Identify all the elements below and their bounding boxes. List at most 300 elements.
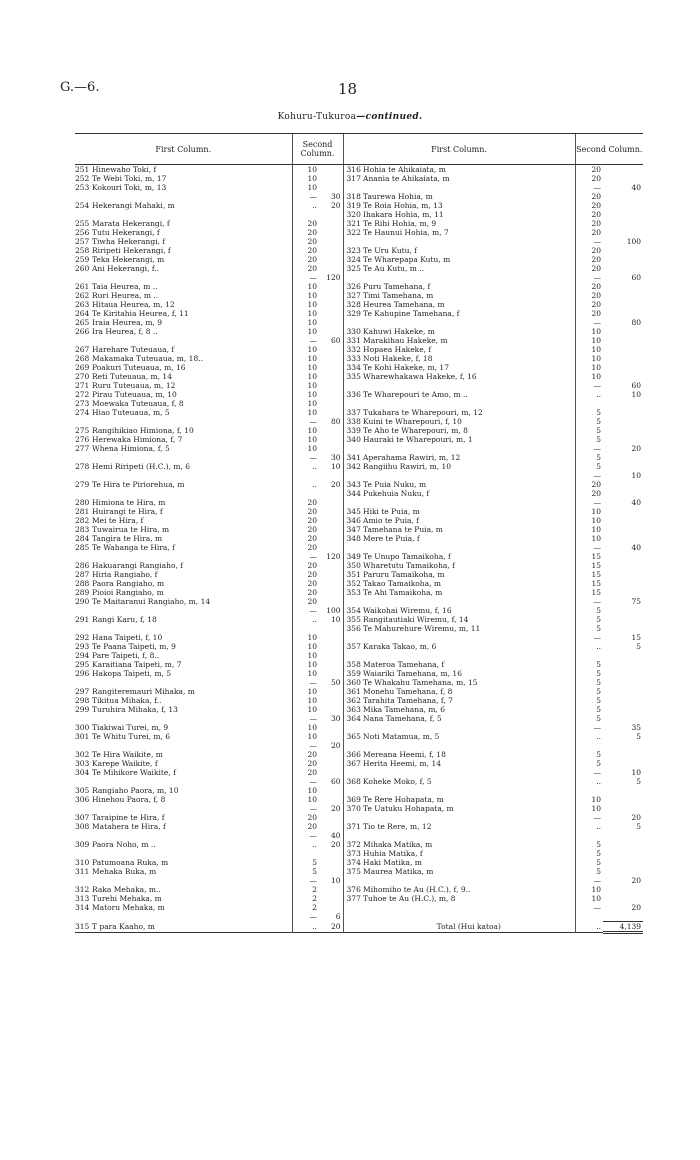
cell-number: 360 bbox=[343, 678, 363, 687]
cell-number bbox=[343, 831, 363, 840]
cell-name: Rangihikiao Himiona, f, 10 bbox=[92, 426, 194, 435]
cell-subtotal: 4,139 bbox=[603, 922, 643, 933]
cell-number: 292 bbox=[75, 633, 90, 642]
cell-subtotal bbox=[603, 669, 643, 678]
cell-name bbox=[363, 912, 575, 922]
cell-number: 324 bbox=[343, 255, 363, 264]
cell-name: Mihomiho te Au (H.C.), f, 9.. bbox=[363, 885, 471, 894]
cell-number: 259 bbox=[75, 255, 90, 264]
table-row bbox=[75, 705, 643, 714]
cell-number: 314 bbox=[75, 903, 90, 912]
cell-value: 5 bbox=[575, 669, 603, 678]
cell-number bbox=[343, 273, 363, 282]
table-row bbox=[75, 624, 643, 633]
cell-number: 373 bbox=[343, 849, 363, 858]
cell-name: Rangiteremauri Mihaka, m bbox=[92, 687, 195, 696]
cell-name: Takao Tamaikoha, m bbox=[363, 579, 441, 588]
cell-name bbox=[92, 741, 292, 750]
cell-number: 273 bbox=[75, 399, 90, 408]
cell-number bbox=[75, 489, 92, 498]
cell-subtotal bbox=[603, 750, 643, 759]
table-row bbox=[75, 543, 643, 552]
cell-number: 286 bbox=[75, 561, 90, 570]
cell-value: 20 bbox=[575, 165, 603, 175]
cell-value: 10 bbox=[575, 894, 603, 903]
cell-subtotal bbox=[603, 282, 643, 291]
cell-number bbox=[75, 336, 92, 345]
cell-subtotal bbox=[603, 561, 643, 570]
cell-subtotal: 120 bbox=[326, 552, 341, 561]
cell-value: 15 bbox=[575, 570, 603, 579]
cell-name: Kokouri Toki, m, 13 bbox=[92, 183, 167, 192]
table-row bbox=[75, 678, 643, 687]
cell-subtotal bbox=[319, 516, 343, 525]
header-row bbox=[75, 134, 643, 165]
cell-number bbox=[343, 922, 363, 933]
cell-number: 276 bbox=[75, 435, 90, 444]
cell-value: 10 bbox=[292, 372, 319, 381]
table-row bbox=[75, 552, 643, 561]
cell-subtotal bbox=[319, 867, 343, 876]
cell-number bbox=[75, 714, 92, 723]
cell-subtotal bbox=[603, 228, 643, 237]
cell-value: 10 bbox=[292, 183, 319, 192]
cell-subtotal bbox=[603, 219, 643, 228]
cell-name: Harehare Tuteuaua, f bbox=[92, 345, 175, 354]
cell-name bbox=[363, 813, 575, 822]
cell-subtotal bbox=[603, 525, 643, 534]
cell-value: 10 bbox=[292, 327, 319, 336]
cell-name bbox=[363, 768, 575, 777]
cell-value: 5 bbox=[575, 750, 603, 759]
cell-value: — bbox=[575, 597, 603, 606]
cell-value: 20 bbox=[292, 597, 319, 606]
cell-number: 337 bbox=[343, 408, 363, 417]
cell-subtotal bbox=[603, 579, 643, 588]
cell-number bbox=[343, 651, 363, 660]
table-row bbox=[75, 174, 643, 183]
cell-name: Te Whakahu Tamehana, m, 15 bbox=[363, 678, 478, 687]
cell-subtotal bbox=[603, 309, 643, 318]
cell-name: Te Uatuku Hohapata, m bbox=[363, 804, 454, 813]
cell-subtotal: 5 bbox=[636, 642, 642, 651]
header-second-column-right: Second Column. bbox=[575, 134, 643, 165]
cell-name bbox=[363, 381, 575, 390]
cell-name: Te Kahupine Tamehana, f bbox=[363, 309, 460, 318]
cell-name: Tamehana te Puia, m bbox=[363, 525, 443, 534]
cell-subtotal bbox=[319, 543, 343, 552]
cell-value: — bbox=[292, 192, 319, 201]
cell-number: 322 bbox=[343, 228, 363, 237]
cell-name: Tuhoe te Au (H.C.), m, 8 bbox=[363, 894, 456, 903]
cell-name: Riripeti Hekerangi, f bbox=[92, 246, 171, 255]
cell-number: 302 bbox=[75, 750, 90, 759]
table-row bbox=[75, 831, 643, 840]
cell-number: 319 bbox=[343, 201, 363, 210]
cell-name bbox=[92, 552, 292, 561]
cell-number: 329 bbox=[343, 309, 363, 318]
cell-number bbox=[343, 183, 363, 192]
cell-name: Ruri Heurea, m .. bbox=[92, 291, 159, 300]
table-row bbox=[75, 426, 643, 435]
cell-value: 10 bbox=[575, 354, 603, 363]
table-row bbox=[75, 345, 643, 354]
cell-subtotal: 10 bbox=[631, 390, 642, 399]
cell-subtotal bbox=[603, 210, 643, 219]
cell-subtotal bbox=[603, 831, 643, 840]
cell-name bbox=[363, 543, 575, 552]
document-reference: G.—6. bbox=[60, 80, 100, 95]
cell-number bbox=[75, 273, 92, 282]
cell-number: 361 bbox=[343, 687, 363, 696]
table-row bbox=[75, 498, 643, 507]
cell-subtotal bbox=[603, 426, 643, 435]
cell-name bbox=[92, 489, 292, 498]
cell-subtotal: 30 bbox=[330, 453, 341, 462]
cell-subtotal: 60 bbox=[631, 381, 642, 390]
page-number: 18 bbox=[338, 80, 358, 98]
cell-subtotal bbox=[603, 786, 643, 795]
cell-value: 10 bbox=[292, 723, 319, 732]
cell-name: Te Wahanga te Hira, f bbox=[92, 543, 175, 552]
cell-subtotal bbox=[319, 246, 343, 255]
cell-name: Te Hira Waikite, m bbox=[92, 750, 163, 759]
cell-subtotal bbox=[603, 804, 643, 813]
cell-value: — bbox=[575, 633, 603, 642]
cell-number bbox=[343, 381, 363, 390]
cell-subtotal bbox=[319, 570, 343, 579]
cell-value: 10 bbox=[292, 300, 319, 309]
cell-value: 10 bbox=[292, 687, 319, 696]
cell-value: 5 bbox=[575, 678, 603, 687]
cell-value: 10 bbox=[575, 336, 603, 345]
cell-name: Turehi Mehaka, m bbox=[92, 894, 162, 903]
cell-value: 5 bbox=[575, 435, 603, 444]
cell-value: — bbox=[575, 273, 603, 282]
subtitle-continued: —continued. bbox=[356, 112, 423, 122]
cell-value: — bbox=[575, 498, 603, 507]
cell-number: 256 bbox=[75, 228, 90, 237]
table-row bbox=[75, 903, 643, 912]
cell-name: Te Hira te Piriorehua, m bbox=[92, 480, 185, 489]
cell-number: 344 bbox=[343, 489, 363, 498]
cell-subtotal bbox=[319, 210, 343, 219]
cell-subtotal bbox=[319, 255, 343, 264]
cell-name bbox=[92, 849, 292, 858]
cell-value: — bbox=[292, 714, 319, 723]
cell-value bbox=[292, 489, 319, 498]
cell-number bbox=[343, 471, 363, 480]
cell-name: Hekerangi Mahaki, m bbox=[92, 201, 175, 210]
table-row bbox=[75, 750, 643, 759]
table-row bbox=[75, 633, 643, 642]
cell-value: 20 bbox=[292, 498, 319, 507]
table-row bbox=[75, 849, 643, 858]
cell-value: 5 bbox=[575, 408, 603, 417]
cell-number: 343 bbox=[343, 480, 363, 489]
cell-subtotal bbox=[319, 651, 343, 660]
cell-number bbox=[75, 417, 92, 426]
table-body bbox=[75, 165, 643, 933]
cell-number bbox=[343, 813, 363, 822]
cell-number bbox=[343, 318, 363, 327]
cell-subtotal bbox=[603, 678, 643, 687]
cell-value: 20 bbox=[292, 759, 319, 768]
cell-number: 310 bbox=[75, 858, 90, 867]
table-row bbox=[75, 867, 643, 876]
cell-number: 280 bbox=[75, 498, 90, 507]
cell-number: 371 bbox=[343, 822, 363, 831]
cell-name: Te Ahi Tamaikoha, m bbox=[363, 588, 443, 597]
cell-value: 10 bbox=[575, 327, 603, 336]
cell-number: 338 bbox=[343, 417, 363, 426]
cell-name bbox=[363, 903, 575, 912]
cell-name: Karaka Takao, m, 6 bbox=[363, 642, 437, 651]
cell-name: Turuhira Mihaka, f, 13 bbox=[92, 705, 178, 714]
cell-subtotal: 20 bbox=[330, 741, 341, 750]
cell-value: .. bbox=[575, 777, 603, 786]
cell-number: 339 bbox=[343, 426, 363, 435]
cell-number: 275 bbox=[75, 426, 90, 435]
cell-number bbox=[343, 768, 363, 777]
cell-subtotal bbox=[603, 399, 643, 408]
cell-subtotal: 10 bbox=[631, 471, 642, 480]
cell-number: 372 bbox=[343, 840, 363, 849]
cell-number: 320 bbox=[343, 210, 363, 219]
cell-subtotal bbox=[319, 354, 343, 363]
cell-name: Huhia Matika, f bbox=[363, 849, 423, 858]
cell-name bbox=[363, 399, 575, 408]
cell-value: — bbox=[292, 831, 319, 840]
cell-number: 362 bbox=[343, 696, 363, 705]
cell-name bbox=[363, 597, 575, 606]
cell-subtotal bbox=[319, 390, 343, 399]
cell-name: Tukahara te Wharepouri, m, 12 bbox=[363, 408, 483, 417]
cell-number bbox=[343, 597, 363, 606]
cell-value: 20 bbox=[292, 219, 319, 228]
cell-number: 285 bbox=[75, 543, 90, 552]
cell-number: 297 bbox=[75, 687, 90, 696]
cell-name: Hana Taipeti, f, 10 bbox=[92, 633, 163, 642]
cell-subtotal bbox=[319, 669, 343, 678]
cell-subtotal bbox=[603, 624, 643, 633]
cell-subtotal: 30 bbox=[330, 714, 341, 723]
table-row bbox=[75, 237, 643, 246]
cell-value: 5 bbox=[575, 687, 603, 696]
cell-name: Karepe Waikite, f bbox=[92, 759, 158, 768]
table-row bbox=[75, 507, 643, 516]
cell-subtotal: 40 bbox=[631, 498, 642, 507]
cell-number bbox=[343, 786, 363, 795]
cell-name: Hinehou Paora, f, 8 bbox=[92, 795, 166, 804]
cell-value: 5 bbox=[575, 849, 603, 858]
cell-subtotal bbox=[319, 426, 343, 435]
cell-number: 293 bbox=[75, 642, 90, 651]
cell-subtotal bbox=[319, 849, 343, 858]
cell-subtotal bbox=[603, 741, 643, 750]
cell-name: Tarahita Tamehana, f, 7 bbox=[363, 696, 453, 705]
cell-value: .. bbox=[292, 480, 319, 489]
cell-value: — bbox=[575, 318, 603, 327]
cell-value: 10 bbox=[292, 642, 319, 651]
cell-name bbox=[92, 606, 292, 615]
cell-name: Pare Taipeti, f, 8.. bbox=[92, 651, 160, 660]
cell-subtotal bbox=[603, 165, 643, 175]
cell-number: 336 bbox=[343, 390, 363, 399]
cell-value: — bbox=[292, 606, 319, 615]
cell-name bbox=[363, 273, 575, 282]
cell-subtotal bbox=[603, 849, 643, 858]
cell-name: Hakuarangi Rangiaho, f bbox=[92, 561, 184, 570]
cell-number: 289 bbox=[75, 588, 90, 597]
cell-name: Te Wharepouri te Amo, m .. bbox=[363, 390, 468, 399]
cell-number: 299 bbox=[75, 705, 90, 714]
cell-number: 328 bbox=[343, 300, 363, 309]
cell-subtotal: 15 bbox=[631, 633, 642, 642]
cell-value: 20 bbox=[292, 228, 319, 237]
cell-number bbox=[75, 606, 92, 615]
cell-value: — bbox=[575, 543, 603, 552]
cell-number: 251 bbox=[75, 165, 90, 174]
cell-number: 357 bbox=[343, 642, 363, 651]
cell-subtotal bbox=[603, 606, 643, 615]
table-row bbox=[75, 381, 643, 390]
cell-number: 278 bbox=[75, 462, 90, 471]
cell-name: Koheke Moko, f, 5 bbox=[363, 777, 432, 786]
table-row bbox=[75, 597, 643, 606]
table-row bbox=[75, 660, 643, 669]
table-row bbox=[75, 183, 643, 192]
cell-number: 263 bbox=[75, 300, 90, 309]
cell-value: 20 bbox=[575, 291, 603, 300]
cell-number: 267 bbox=[75, 345, 90, 354]
cell-number: 254 bbox=[75, 201, 90, 210]
cell-number: 356 bbox=[343, 624, 363, 633]
cell-value: .. bbox=[292, 201, 319, 210]
cell-number: 326 bbox=[343, 282, 363, 291]
cell-subtotal: 60 bbox=[330, 336, 341, 345]
cell-name bbox=[92, 624, 292, 633]
cell-name: Mika Tamehana, m, 6 bbox=[363, 705, 445, 714]
table-row bbox=[75, 327, 643, 336]
table-row bbox=[75, 606, 643, 615]
cell-name: Iraia Heurea, m, 9 bbox=[92, 318, 162, 327]
table-row bbox=[75, 453, 643, 462]
cell-number: 257 bbox=[75, 237, 90, 246]
cell-subtotal bbox=[603, 714, 643, 723]
cell-number: 345 bbox=[343, 507, 363, 516]
table-row bbox=[75, 363, 643, 372]
cell-name: Tutu Hekerangi, f bbox=[92, 228, 160, 237]
cell-name: Makamaka Tuteuaua, m, 18.. bbox=[92, 354, 203, 363]
cell-number: 281 bbox=[75, 507, 90, 516]
cell-number: 255 bbox=[75, 219, 90, 228]
cell-name: Himiona te Hira, m bbox=[92, 498, 166, 507]
cell-subtotal bbox=[319, 228, 343, 237]
cell-subtotal bbox=[319, 489, 343, 498]
cell-number: 260 bbox=[75, 264, 90, 273]
cell-subtotal bbox=[319, 399, 343, 408]
cell-value: 10 bbox=[575, 804, 603, 813]
cell-name: Herewaka Himiona, f, 7 bbox=[92, 435, 183, 444]
cell-number: 359 bbox=[343, 669, 363, 678]
cell-subtotal bbox=[603, 300, 643, 309]
cell-value bbox=[575, 786, 603, 795]
cell-name: Hauraki te Wharepouri, m, 1 bbox=[363, 435, 473, 444]
cell-value: 10 bbox=[292, 660, 319, 669]
cell-value: 5 bbox=[575, 867, 603, 876]
cell-value: 20 bbox=[292, 264, 319, 273]
cell-name bbox=[363, 318, 575, 327]
table-row bbox=[75, 300, 643, 309]
cell-name: Teka Hekerangi, m bbox=[92, 255, 165, 264]
cell-name bbox=[363, 831, 575, 840]
table-row bbox=[75, 922, 643, 933]
table-row bbox=[75, 696, 643, 705]
cell-name: Maurea Matika, m bbox=[363, 867, 434, 876]
cell-subtotal bbox=[319, 903, 343, 912]
cell-name: Te Whitu Turei, m, 6 bbox=[92, 732, 171, 741]
cell-name bbox=[363, 786, 575, 795]
cell-value: 5 bbox=[575, 696, 603, 705]
cell-name bbox=[92, 678, 292, 687]
cell-name: Heurea Tamehana, m bbox=[363, 300, 445, 309]
cell-value: 10 bbox=[292, 795, 319, 804]
table-row bbox=[75, 579, 643, 588]
cell-subtotal bbox=[603, 480, 643, 489]
table-row bbox=[75, 885, 643, 894]
cell-number: 253 bbox=[75, 183, 90, 192]
cell-value: 5 bbox=[575, 426, 603, 435]
cell-number: 258 bbox=[75, 246, 90, 255]
table-row bbox=[75, 786, 643, 795]
cell-name: Marakihau Hakeke, m bbox=[363, 336, 448, 345]
cell-name bbox=[92, 417, 292, 426]
cell-value: 20 bbox=[292, 507, 319, 516]
cell-number: 283 bbox=[75, 525, 90, 534]
cell-name: Tuwairua te Hira, m bbox=[92, 525, 170, 534]
table-row bbox=[75, 876, 643, 885]
table-row bbox=[75, 399, 643, 408]
cell-number: 287 bbox=[75, 570, 90, 579]
table-row bbox=[75, 246, 643, 255]
table-row bbox=[75, 534, 643, 543]
cell-value: — bbox=[575, 381, 603, 390]
cell-subtotal bbox=[319, 309, 343, 318]
cell-value: 2 bbox=[292, 885, 319, 894]
table-row bbox=[75, 264, 643, 273]
table-row bbox=[75, 741, 643, 750]
cell-number bbox=[343, 633, 363, 642]
table-row bbox=[75, 309, 643, 318]
cell-name: Rangiihu Rawiri, m, 10 bbox=[363, 462, 452, 471]
cell-number: 295 bbox=[75, 660, 90, 669]
cell-name: Puru Tamehana, f bbox=[363, 282, 431, 291]
cell-name: Mehaka Ruka, m bbox=[92, 867, 157, 876]
table-row bbox=[75, 822, 643, 831]
cell-value bbox=[292, 471, 319, 480]
cell-value: 15 bbox=[575, 552, 603, 561]
cell-value: 10 bbox=[575, 795, 603, 804]
cell-value: 20 bbox=[575, 489, 603, 498]
cell-value: 10 bbox=[292, 732, 319, 741]
cell-number: 321 bbox=[343, 219, 363, 228]
cell-number bbox=[343, 237, 363, 246]
cell-subtotal bbox=[603, 705, 643, 714]
table-row bbox=[75, 489, 643, 498]
cell-subtotal: 30 bbox=[330, 192, 341, 201]
cell-subtotal bbox=[319, 363, 343, 372]
